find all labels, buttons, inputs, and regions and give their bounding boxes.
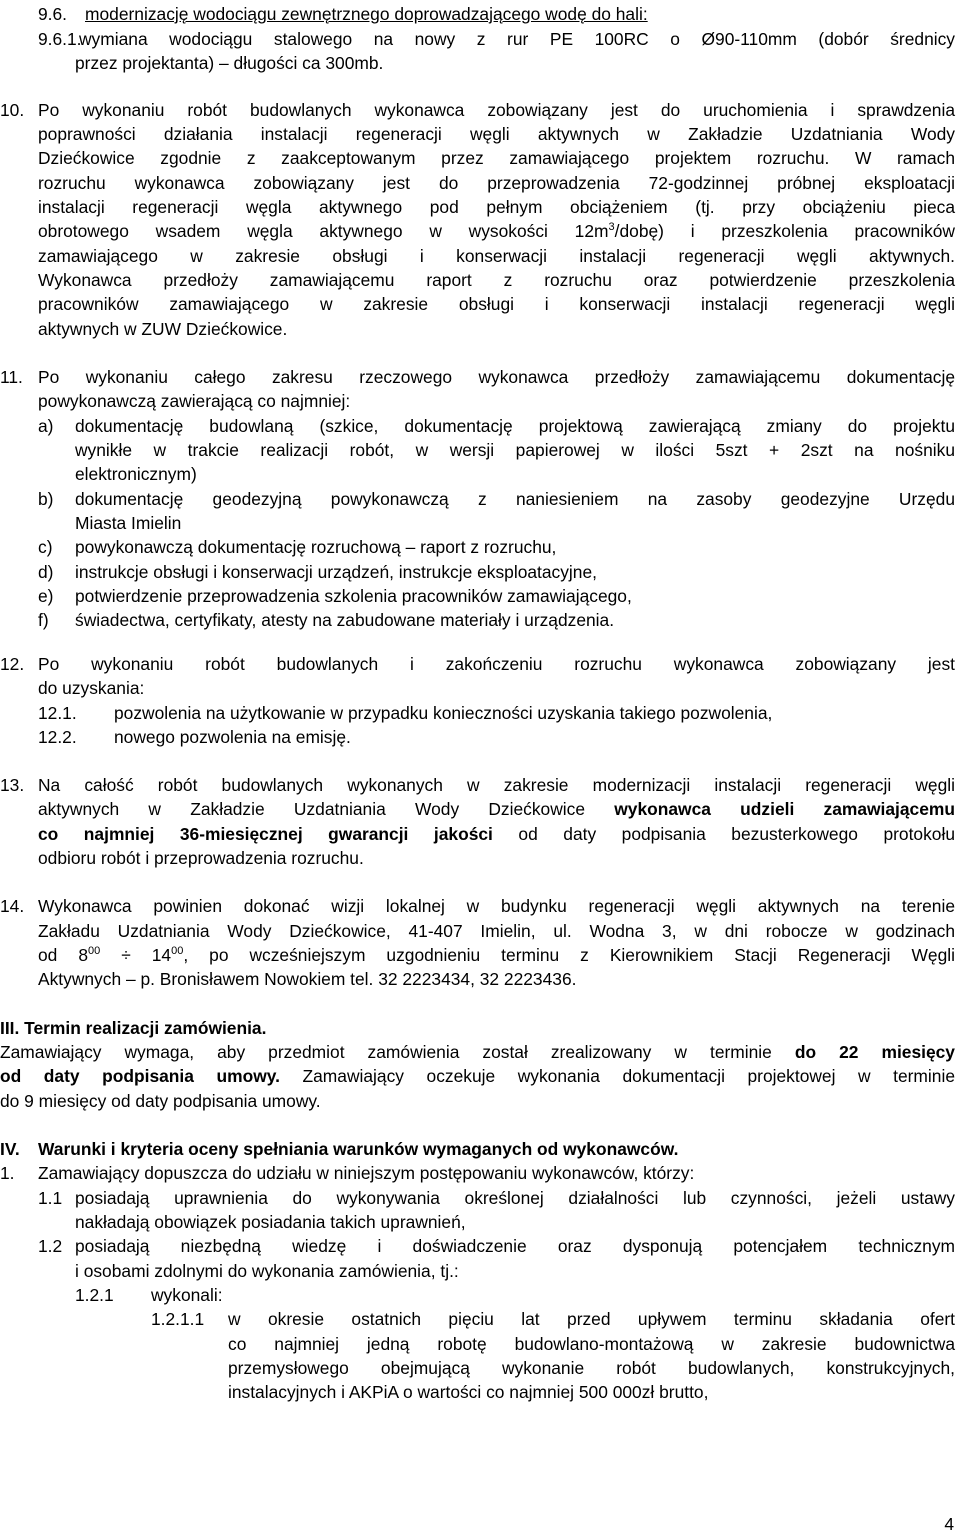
subitem-number: 12.2.: [38, 727, 77, 747]
list-item-line: dokumentację geodezyjną powykonawczą z naniesieniem na zasoby geodezyjne Urzędu: [75, 489, 955, 509]
list-item-line: dokumentację budowlaną (szkice, dokumentację projektową zawierającą zmiany do projektu: [75, 416, 955, 436]
bold-text-run: od daty podpisania umowy.: [0, 1066, 280, 1086]
list-label: c): [38, 537, 53, 557]
paragraph-line: [0, 1040, 955, 1064]
paragraph-line: Wykonawca przedłoży zamawiającemu raport z rozruchu oraz potwierdzenie przeszkolenia: [38, 270, 955, 290]
superscript: 00: [171, 945, 184, 957]
paragraph-line: Aktywnych – p. Bronisławem Nowokiem tel. 32 2223434, 32 2223436.: [38, 969, 577, 989]
page-number: 4: [944, 1514, 954, 1534]
paragraph-line: pracowników zamawiającego w zakresie obsługi i konserwacji instalacji regeneracji węgli: [38, 294, 955, 314]
point-number: 1.1: [38, 1188, 63, 1208]
paragraph-line: Po wykonaniu robót budowlanych i zakończeniu rozruchu wykonawca zobowiązany jest: [38, 654, 955, 674]
paragraph-line: Zakładu Uzdatniania Wody Dziećkowice, 41-407 Imielin, ul. Wodna 3, w dni robocze w godzinach: [38, 921, 955, 941]
text-run: Zamawiający oczekuje wykonania dokumentacji projektowej w terminie: [279, 1066, 955, 1086]
item-number: 12.: [0, 654, 25, 674]
paragraph-line: [0, 1064, 955, 1088]
point-number: 1.: [0, 1163, 15, 1183]
paragraph-line: poprawności działania instalacji regeneracji węgli aktywnych w Zakładzie Uzdatniania Wody: [38, 124, 955, 144]
paragraph-line: [38, 219, 955, 243]
text-run: /dobę) i przeszkolenia pracowników: [614, 221, 955, 241]
list-label: e): [38, 586, 54, 606]
list-item-line: wynikłe w trakcie realizacji robót, w wersji papierowej w ilości 5szt + 2szt na nośniku: [75, 440, 955, 460]
section-number: IV.: [0, 1139, 20, 1159]
item-number: 14.: [0, 896, 25, 916]
list-label: b): [38, 489, 54, 509]
text-run: Zamawiający wymaga, aby przedmiot zamówienia został zrealizowany w terminie: [0, 1042, 795, 1062]
list-item-line: świadectwa, certyfikaty, atesty na zabudowane materiały i urządzenia.: [75, 610, 615, 630]
list-item-line: powykonawczą dokumentację rozruchową – raport z rozruchu,: [75, 537, 557, 557]
bold-text-run: co najmniej 36-miesięcznej gwarancji jakości: [38, 824, 493, 844]
item-number: 10.: [0, 100, 25, 120]
bold-text-run: wykonawca udzieli zamawiającemu: [614, 799, 955, 819]
list-label: d): [38, 562, 54, 582]
point-text-line: i osobami zdolnymi do wykonania zamówienia, tj.:: [75, 1261, 459, 1281]
subitem-text: pozwolenia na użytkowanie w przypadku konieczności uzyskania takiego pozwolenia,: [114, 703, 773, 723]
point-text-line: nakładają obowiązek posiadania takich uprawnień,: [75, 1212, 466, 1232]
paragraph-line: rozruchu wykonawca zobowiązany jest do przeprowadzenia 72-godzinnej próbnej eksploatacji: [38, 173, 955, 193]
point-text-line: posiadają uprawnienia do wykonywania określonej działalności lub czynności, jeżeli ustawy: [75, 1188, 955, 1208]
text-run: aktywnych w Zakładzie Uzdatniania Wody Dziećkowice: [38, 799, 615, 819]
point-text: wykonali:: [151, 1285, 223, 1305]
list-item-line: elektronicznym): [75, 464, 197, 484]
item-number: 11.: [0, 367, 23, 387]
paragraph-line: [38, 943, 955, 967]
point-text: Zamawiający dopuszcza do udziału w niniejszym postępowaniu wykonawców, którzy:: [38, 1163, 695, 1183]
point-text-line: co najmniej jedną robotę budowlano-montażową w zakresie budownictwa: [228, 1334, 955, 1354]
superscript: 00: [88, 945, 101, 957]
point-number: 1.2: [38, 1236, 63, 1256]
subsection-text-line: przez projektanta) – długości ca 300mb.: [75, 53, 384, 73]
paragraph-line: powykonawczą zawierającą co najmniej:: [38, 391, 351, 411]
point-text-line: instalacyjnych i AKPiA o wartości co najmniej 500 000zł brutto,: [228, 1382, 709, 1402]
superscript: 3: [608, 221, 615, 233]
section-heading: III. Termin realizacji zamówienia.: [0, 1018, 267, 1038]
paragraph-line: [38, 797, 955, 821]
subitem-text: nowego pozwolenia na emisję.: [114, 727, 351, 747]
text-run: od 8: [38, 945, 88, 965]
subsection-number: 9.6.1.: [38, 29, 82, 49]
point-number: 1.2.1: [75, 1285, 114, 1305]
paragraph-line: Po wykonaniu całego zakresu rzeczowego wykonawca przedłoży zamawiającemu dokumentację: [38, 367, 955, 387]
list-item-line: Miasta Imielin: [75, 513, 182, 533]
paragraph-line: odbioru robót i przeprowadzenia rozruchu.: [38, 848, 364, 868]
section-title: modernizację wodociągu zewnętrznego doprowadzającego wodę do hali:: [85, 4, 648, 24]
paragraph-line: Po wykonaniu robót budowlanych wykonawca zobowiązany jest do uruchomienia i sprawdzenia: [38, 100, 955, 120]
list-label: f): [38, 610, 49, 630]
section-number: 9.6.: [38, 4, 68, 24]
paragraph-line: instalacji regeneracji węgla aktywnego pod pełnym obciążeniem (tj. przy obciążeniu pieca: [38, 197, 955, 217]
paragraph-line: do uzyskania:: [38, 678, 145, 698]
list-label: a): [38, 416, 54, 436]
list-item-line: instrukcje obsługi i konserwacji urządzeń, instrukcje eksploatacyjne,: [75, 562, 597, 582]
paragraph-line: do 9 miesięcy od daty podpisania umowy.: [0, 1091, 321, 1111]
paragraph-line: Dziećkowice zgodnie z zaakceptowanym przez zamawiającego projektem rozruchu. W ramach: [38, 148, 955, 168]
text-run: obrotowego wsadem węgla aktywnego w wysokości 12m: [38, 221, 609, 241]
text-run: , po wcześniejszym uzgodnieniu terminu z Kierownikiem Stacji Regeneracji Węgli: [183, 945, 955, 965]
point-text-line: w okresie ostatnich pięciu lat przed upływem terminu składania ofert: [228, 1309, 955, 1329]
list-item-line: potwierdzenie przeprowadzenia szkolenia pracowników zamawiającego,: [75, 586, 632, 606]
subsection-text-line: wymiana wodociągu stalowego na nowy z rur PE 100RC o Ø90-110mm (dobór średnicy: [79, 29, 955, 49]
section-heading: Warunki i kryteria oceny spełniania warunków wymaganych od wykonawców.: [38, 1139, 679, 1159]
point-number: 1.2.1.1: [151, 1309, 205, 1329]
point-text-line: przemysłowego obejmującą wykonanie robót budowlanych, konstrukcyjnych,: [228, 1358, 955, 1378]
point-text-line: posiadają niezbędną wiedzę i doświadczenie oraz dysponują potencjałem technicznym: [75, 1236, 955, 1256]
paragraph-line: aktywnych w ZUW Dziećkowice.: [38, 319, 288, 339]
bold-text-run: do 22 miesięcy: [794, 1042, 955, 1062]
paragraph-line: Wykonawca powinien dokonać wizji lokalnej w budynku regeneracji węgli aktywnych na terenie: [38, 896, 955, 916]
text-run: od daty podpisania bezusterkowego protokołu: [492, 824, 956, 844]
text-run: ÷ 14: [100, 945, 172, 965]
paragraph-line: [38, 822, 955, 846]
subitem-number: 12.1.: [38, 703, 77, 723]
paragraph-line: zamawiającego w zakresie obsługi i konserwacji instalacji regeneracji węgli aktywnych.: [38, 246, 955, 266]
paragraph-line: Na całość robót budowlanych wykonanych w zakresie modernizacji instalacji regeneracji węgli: [38, 775, 955, 795]
item-number: 13.: [0, 775, 25, 795]
